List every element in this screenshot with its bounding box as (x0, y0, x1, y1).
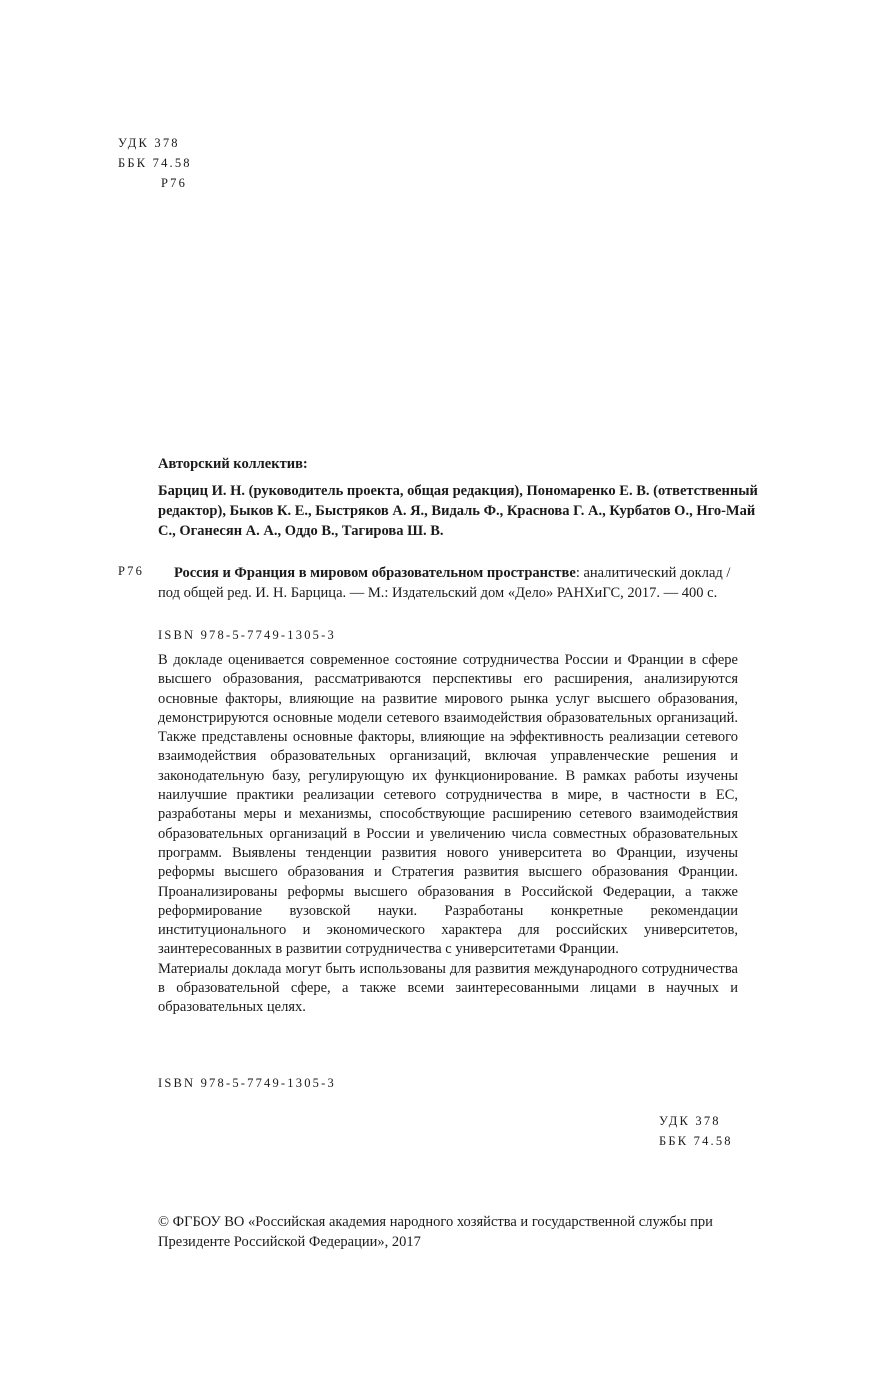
top-classification-codes (118, 133, 192, 193)
bibliographic-record (118, 563, 738, 603)
authors-heading: Авторский коллектив: (158, 456, 308, 472)
abstract (158, 651, 738, 1018)
isbn-bottom: ISBN 978-5-7749-1305-3 (158, 1076, 336, 1090)
isbn-top: ISBN 978-5-7749-1305-3 (158, 628, 336, 642)
udk-code: УДК 378 (118, 136, 180, 150)
bbk-code: ББК 74.58 (659, 1134, 733, 1148)
copyright-notice: © ФГБОУ ВО «Российская академия народного хозяйства и государственной службы при Президенте Российской Федерации», 2017 (158, 1214, 713, 1250)
author-mark: Р76 (161, 176, 188, 190)
book-title: Россия и Франция в мировом образовательном пространстве (174, 565, 576, 581)
udk-code: УДК 378 (659, 1114, 721, 1128)
abstract-paragraph: В докладе оценивается современное состояние сотрудничества России и Франции в сфере высшего образования, рассматриваются перспективы его расширения, анализируются основные факторы, влияющие на развитие мирового рынка услуг высшего образования, демонстрируются основные модели сетевого взаимодействия образовательных организаций. Также представлены основные факторы, влияющие на эффективность реализации сетевого взаимодействия образовательных организаций, включая управленческие решения и законодательную базу, регулирующую их функционирование. В рамках работы изучены наилучшие практики реализации сетевого сотрудничества в мире, в частности в ЕС, разработаны меры и механизмы, способствующие расширению сетевого взаимодействия образовательных организаций в России и увеличению числа совместных образовательных программ. Выявлены тенденции развития нового университета во Франции, изучены реформы высшего образования и Стратегия развития высшего образования Франции. Проанализированы реформы высшего образования в Российской Федерации, а также реформирование вузовской науки. Разработаны конкретные рекомендации институционального и экономического характера для российских университетов, заинтересованных в развитии сотрудничества с университетами Франции. (158, 652, 738, 958)
authors-block (158, 456, 758, 541)
record-code: Р76 (118, 564, 145, 578)
bottom-classification-codes (659, 1111, 733, 1151)
book-details: : аналитический доклад / под общей ред. И. Н. Барцица. — М.: Издательский дом «Дело» РАНХиГС, 2017. — 400 с. (158, 565, 731, 601)
abstract-paragraph: Материалы доклада могут быть использованы для развития международного сотрудничества в образовательной сфере, а также всеми заинтересованными лицами в научных и образовательных целях. (158, 960, 738, 1016)
authors-names: Барциц И. Н. (руководитель проекта, общая редакция), Пономаренко Е. В. (ответственный редактор), Быков К. Е., Быстряков А. Я., Видаль Ф., Краснова Г. А., Курбатов О., Нго-Май С., Оганесян А. А., Оддо В., Тагирова Ш. В. (158, 483, 758, 539)
bbk-code: ББК 74.58 (118, 156, 192, 170)
record-text (158, 563, 738, 603)
